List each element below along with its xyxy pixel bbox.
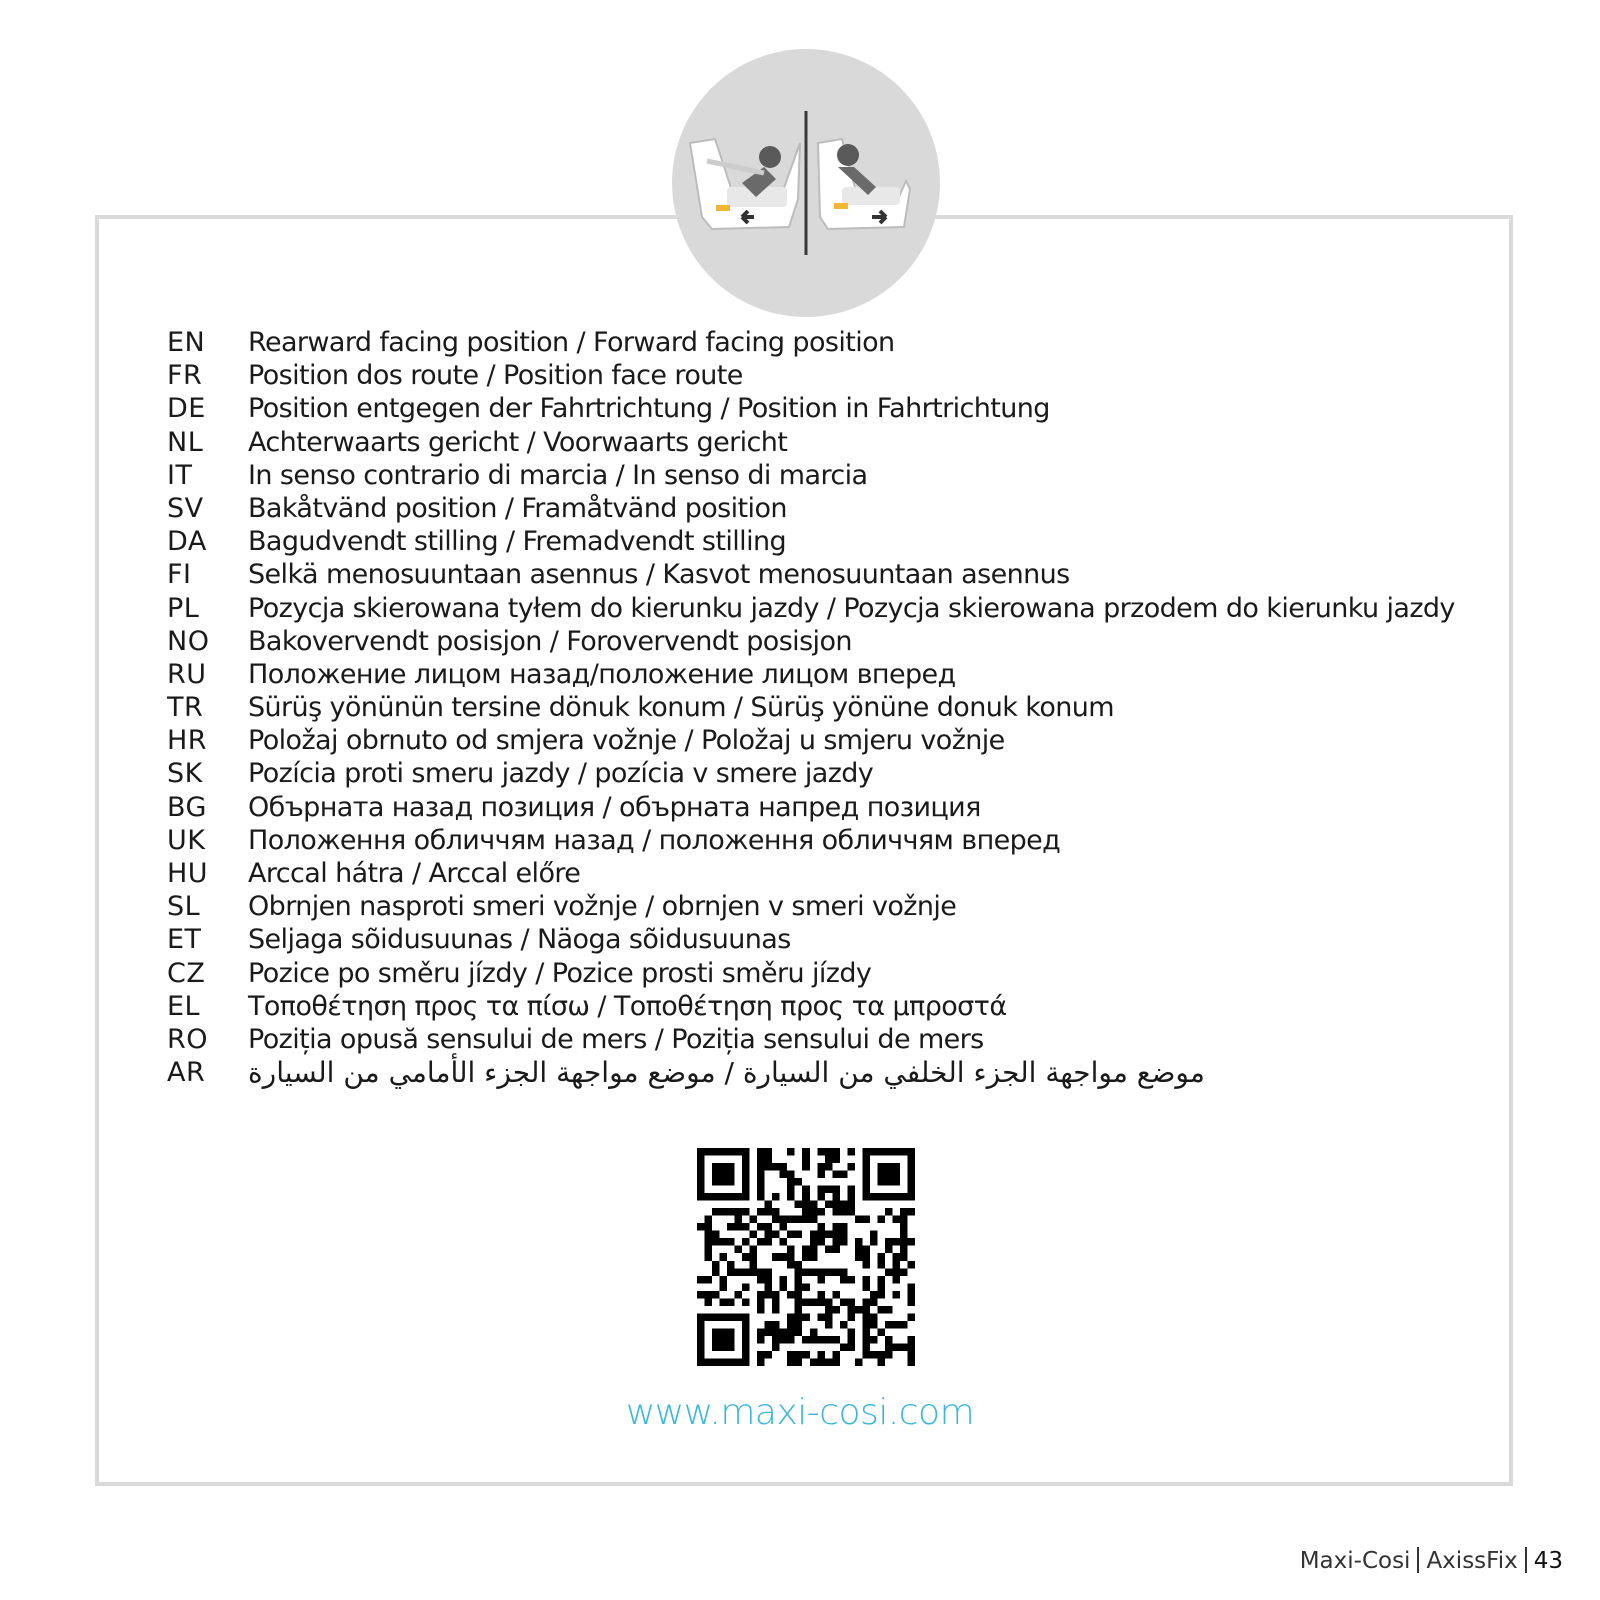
language-translation: Rearward facing position / Forward facing position — [248, 327, 895, 358]
language-translation: Bakåtvänd position / Framåtvänd position — [248, 492, 787, 524]
language-code: DA — [167, 526, 207, 558]
forward-seat-icon — [818, 139, 910, 229]
language-row — [167, 791, 1467, 824]
language-translation: موضع مواجهة الجزء الخلفي من السيارة / موضع مواجهة الجزء الأمامي من السيارة — [248, 1056, 1205, 1090]
website-link[interactable]: www.maxi-cosi.com — [625, 1392, 975, 1433]
language-code: NL — [167, 426, 204, 458]
language-code: SV — [167, 492, 204, 524]
language-code: TR — [167, 692, 204, 724]
language-code: RU — [167, 658, 207, 690]
language-translation: Sürüş yönünün tersine dönuk konum / Sürüş yönüne donuk konum — [248, 692, 1114, 724]
language-translation: Положение лицом назад/положение лицом вперед — [248, 658, 956, 690]
language-code: PL — [167, 592, 200, 624]
language-code: DE — [167, 393, 206, 425]
language-translation: Achterwaarts gericht / Voorwaarts gericht — [248, 426, 788, 458]
language-row — [167, 957, 1467, 990]
language-translation: Position entgegen der Fahrtrichtung / Position in Fahrtrichtung — [248, 393, 1050, 425]
language-row — [167, 923, 1467, 956]
language-code: HR — [167, 725, 208, 757]
language-code: SL — [167, 891, 201, 923]
language-translation: Obrnjen nasproti smeri vožnje / obrnjen v smeri vožnje — [248, 891, 957, 923]
language-code: HU — [167, 858, 209, 889]
language-code: SK — [167, 758, 203, 790]
footer-separator — [1417, 1547, 1419, 1573]
language-translation: Pozícia proti smeru jazdy / pozícia v smere jazdy — [248, 758, 874, 790]
language-row — [167, 525, 1467, 558]
footer-brand: Maxi-Cosi — [1299, 1548, 1411, 1574]
language-row — [167, 824, 1467, 857]
language-code: RO — [167, 1023, 209, 1055]
language-row — [167, 857, 1467, 890]
language-translation: Bagudvendt stilling / Fremadvendt stilling — [248, 526, 787, 558]
language-translation: Position dos route / Position face route — [248, 360, 743, 392]
language-translation: Seljaga sõidusuunas / Näoga sõidusuunas — [248, 924, 791, 956]
seat-orientation-icon — [672, 49, 940, 317]
qr-code[interactable] — [697, 1148, 915, 1366]
language-row — [167, 757, 1467, 790]
language-code: FR — [167, 360, 203, 392]
language-row — [167, 326, 1467, 359]
language-row — [167, 1056, 1467, 1089]
language-code: NO — [167, 625, 210, 657]
language-code: FI — [167, 559, 192, 591]
language-row — [167, 459, 1467, 492]
language-row — [167, 890, 1467, 923]
language-translation: Обърната назад позиция / обърната напред позиция — [248, 791, 981, 823]
page-number: 43 — [1533, 1548, 1563, 1574]
language-code: AR — [167, 1057, 206, 1089]
language-code: EL — [167, 990, 201, 1022]
rearward-seat-icon — [690, 139, 800, 229]
footer-separator — [1525, 1547, 1527, 1573]
language-translation: Arccal hátra / Arccal előre — [248, 858, 581, 889]
language-row — [167, 990, 1467, 1023]
language-code: CZ — [167, 957, 206, 989]
language-code: EN — [167, 327, 206, 358]
language-translation: Τοποθέτηση προς τα πίσω / Τοποθέτηση προς τα μπροστά — [248, 990, 1007, 1022]
language-translation: Selkä menosuuntaan asennus / Kasvot menosuuntaan asennus — [248, 559, 1070, 591]
language-code: BG — [167, 791, 207, 823]
language-translation: Pozice po směru jízdy / Pozice prosti směru jízdy — [248, 957, 872, 989]
language-row — [167, 426, 1467, 459]
language-row — [167, 625, 1467, 658]
language-translation: Bakovervendt posisjon / Forovervendt posisjon — [248, 625, 852, 657]
language-row — [167, 392, 1467, 425]
language-translation: In senso contrario di marcia / In senso di marcia — [248, 459, 868, 491]
language-translation: Положення обличчям назад / положення обличчям вперед — [248, 824, 1061, 856]
language-code: IT — [167, 459, 193, 491]
footer-product: AxissFix — [1426, 1548, 1518, 1574]
language-row — [167, 359, 1467, 392]
language-row — [167, 492, 1467, 525]
language-row — [167, 658, 1467, 691]
language-list — [167, 326, 1467, 1089]
language-translation: Poziția opusă sensului de mers / Poziția sensului de mers — [248, 1023, 984, 1055]
language-code: ET — [167, 924, 202, 956]
language-row — [167, 724, 1467, 757]
language-translation: Položaj obrnuto od smjera vožnje / Položaj u smjeru vožnje — [248, 725, 1005, 757]
language-row — [167, 558, 1467, 591]
language-translation: Pozycja skierowana tyłem do kierunku jazdy / Pozycja skierowana przodem do kierunku jazdy — [248, 592, 1455, 624]
page-footer — [1300, 1547, 1563, 1574]
language-row — [167, 691, 1467, 724]
language-row — [167, 592, 1467, 625]
language-code: UK — [167, 824, 206, 856]
language-row — [167, 1023, 1467, 1056]
